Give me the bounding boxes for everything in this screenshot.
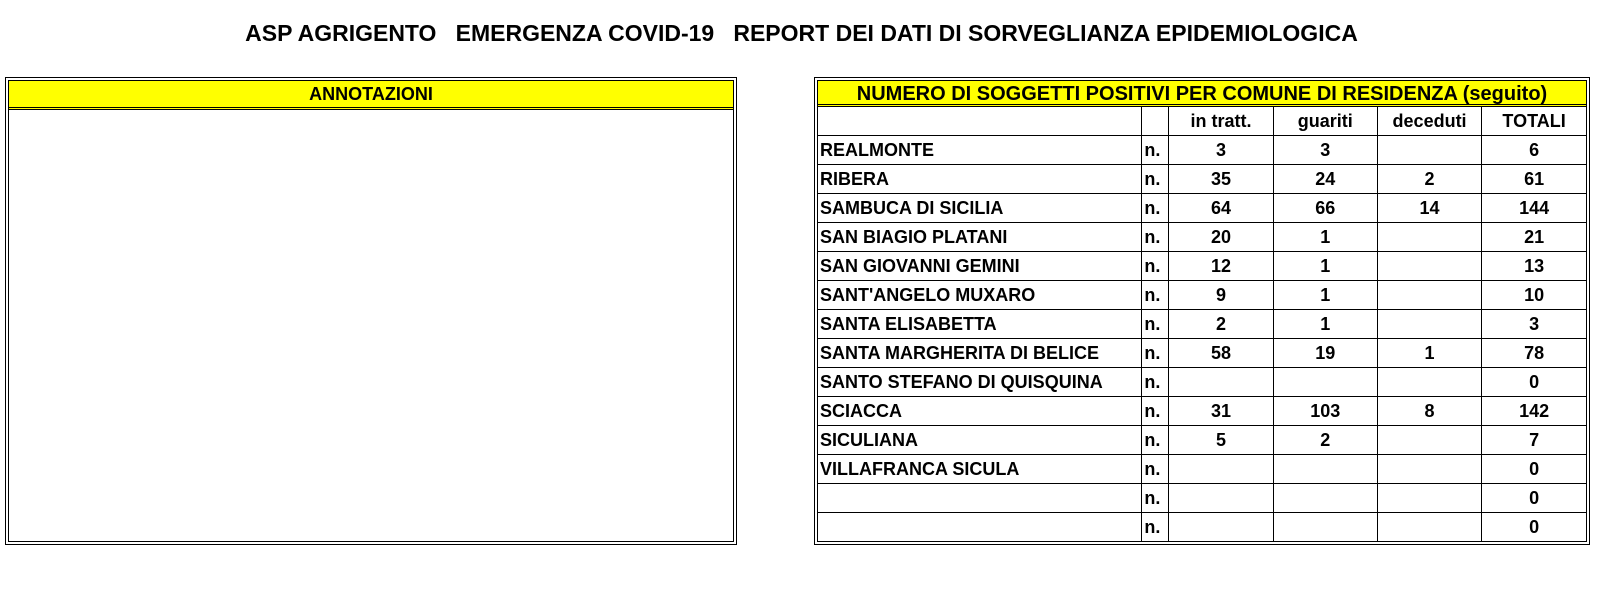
value-deceduti [1377, 426, 1481, 455]
value-deceduti: 1 [1377, 339, 1481, 368]
value-deceduti: 14 [1377, 194, 1481, 223]
unit-label: n. [1142, 281, 1169, 310]
value-totali: 144 [1482, 194, 1586, 223]
notes-panel [5, 77, 737, 545]
header-blank-cell [818, 107, 1142, 136]
positives-table [818, 107, 1586, 541]
unit-label: n. [1142, 194, 1169, 223]
value-deceduti [1377, 455, 1481, 484]
value-in-tratt: 64 [1169, 194, 1273, 223]
page-title: ASP AGRIGENTO EMERGENZA COVID-19 REPORT DEI DATI DI SORVEGLIANZA EPIDEMIOLOGICA [245, 20, 1358, 46]
unit-label: n. [1142, 397, 1169, 426]
value-totali: 7 [1482, 426, 1586, 455]
value-guariti [1273, 513, 1377, 542]
value-totali: 10 [1482, 281, 1586, 310]
value-guariti: 66 [1273, 194, 1377, 223]
value-in-tratt: 58 [1169, 339, 1273, 368]
unit-label: n. [1142, 455, 1169, 484]
unit-label: n. [1142, 136, 1169, 165]
notes-panel-inner [8, 80, 734, 542]
header-blank-cell [1142, 107, 1169, 136]
positives-table-panel [814, 77, 1590, 545]
comune-name: SAMBUCA DI SICILIA [818, 194, 1142, 223]
table-row [818, 223, 1586, 252]
table-row [818, 426, 1586, 455]
table-row [818, 484, 1586, 513]
value-totali: 21 [1482, 223, 1586, 252]
positives-table-inner [817, 80, 1587, 542]
value-deceduti [1377, 484, 1481, 513]
value-deceduti [1377, 136, 1481, 165]
table-row [818, 281, 1586, 310]
value-guariti: 1 [1273, 281, 1377, 310]
value-totali: 0 [1482, 455, 1586, 484]
comune-name: SANT'ANGELO MUXARO [818, 281, 1142, 310]
value-totali: 78 [1482, 339, 1586, 368]
table-row [818, 136, 1586, 165]
comune-name: SANTO STEFANO DI QUISQUINA [818, 368, 1142, 397]
value-guariti: 3 [1273, 136, 1377, 165]
value-deceduti: 2 [1377, 165, 1481, 194]
column-header-guariti: guariti [1273, 107, 1377, 136]
value-guariti [1273, 368, 1377, 397]
value-deceduti [1377, 281, 1481, 310]
unit-label: n. [1142, 339, 1169, 368]
value-in-tratt: 2 [1169, 310, 1273, 339]
comune-name: SCIACCA [818, 397, 1142, 426]
value-guariti [1273, 455, 1377, 484]
table-row [818, 368, 1586, 397]
comune-name: VILLAFRANCA SICULA [818, 455, 1142, 484]
unit-label: n. [1142, 223, 1169, 252]
notes-body [9, 110, 733, 541]
value-totali: 0 [1482, 368, 1586, 397]
value-totali: 6 [1482, 136, 1586, 165]
value-deceduti [1377, 223, 1481, 252]
comune-name: SAN GIOVANNI GEMINI [818, 252, 1142, 281]
value-deceduti [1377, 513, 1481, 542]
table-row [818, 310, 1586, 339]
table-row [818, 513, 1586, 542]
value-totali: 13 [1482, 252, 1586, 281]
unit-label: n. [1142, 252, 1169, 281]
value-totali: 61 [1482, 165, 1586, 194]
value-in-tratt: 5 [1169, 426, 1273, 455]
value-deceduti [1377, 252, 1481, 281]
value-in-tratt [1169, 368, 1273, 397]
value-guariti: 2 [1273, 426, 1377, 455]
value-guariti: 103 [1273, 397, 1377, 426]
comune-name: SAN BIAGIO PLATANI [818, 223, 1142, 252]
comune-name: RIBERA [818, 165, 1142, 194]
value-in-tratt: 12 [1169, 252, 1273, 281]
value-guariti: 24 [1273, 165, 1377, 194]
comune-name [818, 513, 1142, 542]
value-in-tratt [1169, 455, 1273, 484]
unit-label: n. [1142, 310, 1169, 339]
table-row [818, 165, 1586, 194]
unit-label: n. [1142, 426, 1169, 455]
value-deceduti [1377, 368, 1481, 397]
value-guariti: 19 [1273, 339, 1377, 368]
column-header-in-tratt: in tratt. [1169, 107, 1273, 136]
column-header-totali: TOTALI [1482, 107, 1586, 136]
comune-name [818, 484, 1142, 513]
unit-label: n. [1142, 368, 1169, 397]
value-totali: 3 [1482, 310, 1586, 339]
unit-label: n. [1142, 484, 1169, 513]
value-guariti: 1 [1273, 223, 1377, 252]
value-in-tratt: 3 [1169, 136, 1273, 165]
value-deceduti [1377, 310, 1481, 339]
notes-header: ANNOTAZIONI [9, 81, 733, 110]
comune-name: REALMONTE [818, 136, 1142, 165]
unit-label: n. [1142, 165, 1169, 194]
comune-name: SICULIANA [818, 426, 1142, 455]
value-in-tratt: 20 [1169, 223, 1273, 252]
comune-name: SANTA ELISABETTA [818, 310, 1142, 339]
table-row [818, 252, 1586, 281]
value-totali: 0 [1529, 516, 1540, 537]
value-in-tratt: 9 [1169, 281, 1273, 310]
table-row [818, 397, 1586, 426]
table-row [818, 194, 1586, 223]
value-totali: 0 [1482, 484, 1586, 513]
table-header-row [818, 107, 1586, 136]
value-guariti: 1 [1273, 310, 1377, 339]
value-guariti [1273, 484, 1377, 513]
column-header-deceduti: deceduti [1377, 107, 1481, 136]
value-in-tratt [1169, 513, 1273, 542]
table-row [818, 455, 1586, 484]
table-row [818, 339, 1586, 368]
value-totali: 142 [1482, 397, 1586, 426]
value-guariti: 1 [1273, 252, 1377, 281]
value-in-tratt: 35 [1169, 165, 1273, 194]
table-title: NUMERO DI SOGGETTI POSITIVI PER COMUNE DI RESIDENZA (seguito) [818, 81, 1586, 107]
value-in-tratt: 31 [1169, 397, 1273, 426]
value-deceduti: 8 [1377, 397, 1481, 426]
comune-name: SANTA MARGHERITA DI BELICE [818, 339, 1142, 368]
value-in-tratt [1169, 484, 1273, 513]
unit-label: n. [1142, 513, 1169, 542]
